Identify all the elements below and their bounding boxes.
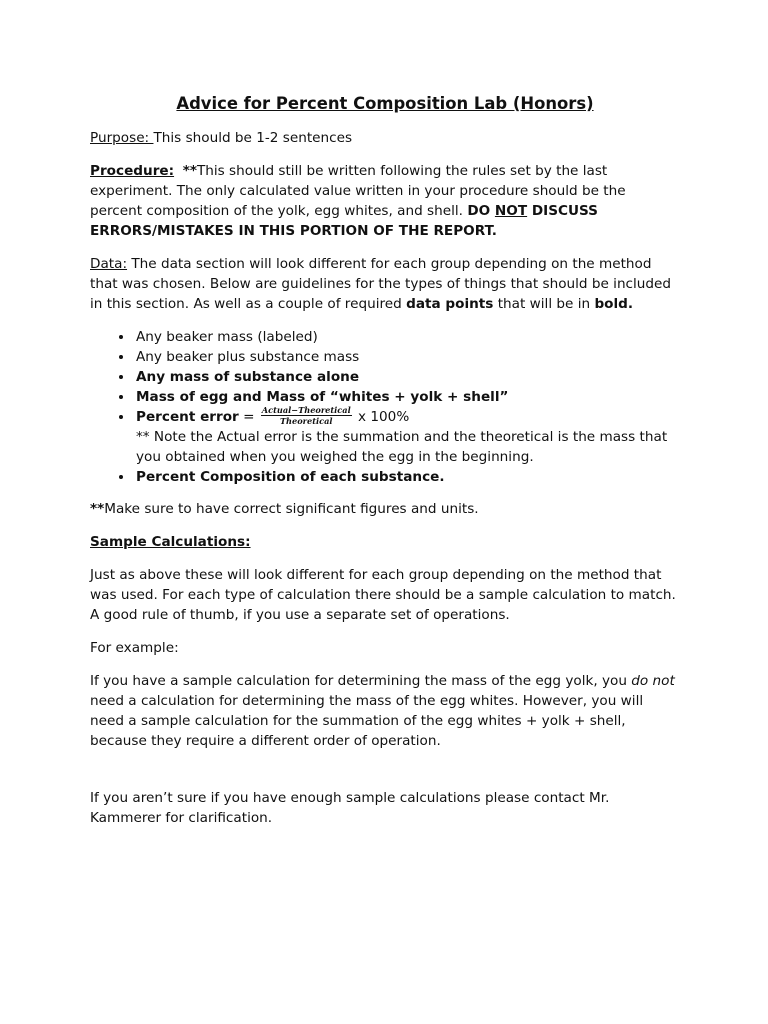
procedure-label: Procedure:: [90, 163, 175, 179]
document-title: Advice for Percent Composition Lab (Honors): [176, 94, 594, 113]
sample-paragraph-4: If you aren’t sure if you have enough sample calculations please contact Mr. Kammerer for clarification.: [90, 790, 610, 826]
percent-error-equals: =: [238, 409, 259, 425]
list-item: • Mass of egg and Mass of “whites + yolk + shell”: [134, 387, 680, 407]
sample-p3-pre: If you have a sample calculation for determining the mass of the egg yolk, you: [90, 673, 632, 689]
list-item: • Any mass of substance alone: [134, 367, 680, 387]
data-paragraph: [90, 254, 680, 314]
sample-p3-post: need a calculation for determining the mass of the egg whites. However, you will need a sample calculation for the summation of the egg whites + yolk + shell, because they require a different order of operation.: [90, 693, 644, 749]
procedure-stars: **: [182, 163, 197, 179]
list-item: • Any beaker mass (labeled): [134, 327, 680, 347]
list-item-percent-error: [134, 404, 680, 467]
fraction-numerator: Actual−Theoretical: [261, 404, 351, 415]
data-text: The data section will look different for each group depending on the method that was chosen. Below are guidelines for the types of things that should be included in this section. As well as a couple of required: [90, 256, 672, 312]
sigfigs-text: Make sure to have correct significant figures and units.: [104, 501, 479, 517]
purpose-text: This should be 1-2 sentences: [153, 130, 353, 146]
percent-error-label: Percent error: [136, 409, 239, 425]
spacer: [90, 764, 680, 788]
list-item: • Percent Composition of each substance.: [134, 467, 680, 487]
sample-paragraph-2: For example:: [90, 640, 179, 656]
data-text-2: that will be in: [493, 296, 595, 312]
sample-paragraph-3: [90, 671, 680, 751]
procedure-text: This should still be written following the rules set by the last experiment. The only calculated value written in your procedure should be the percent composition of the yolk, egg whites, and shell.: [90, 163, 626, 219]
fraction-denominator: Theoretical: [279, 415, 333, 426]
list-item: • Any beaker plus substance mass: [134, 347, 680, 367]
procedure-warning-not: NOT: [494, 203, 528, 219]
percent-error-tail: x 100%: [353, 409, 410, 425]
percent-error-fraction: [261, 405, 352, 426]
purpose-paragraph: [90, 128, 680, 148]
data-guidelines-list: [90, 327, 680, 487]
procedure-warning-post: DISCUSS ERRORS/MISTAKES IN THIS PORTION OF THE REPORT.: [90, 203, 598, 239]
data-label: Data:: [90, 256, 128, 272]
sigfigs-stars: **: [90, 501, 105, 517]
document-page: [90, 93, 680, 841]
data-bold-word: bold.: [594, 296, 634, 312]
sample-paragraph-1: Just as above these will look different for each group depending on the method that was used. For each type of calculation there should be a sample calculation to match. A good rule of thumb, if you use a separate set of operations.: [90, 567, 676, 623]
sample-p3-emphasis: do not: [631, 673, 675, 689]
procedure-paragraph: [90, 161, 680, 241]
purpose-label: Purpose:: [90, 130, 154, 146]
percent-error-note: ** Note the Actual error is the summation and the theoretical is the mass that you obtained when you weighed the egg in the beginning.: [136, 429, 668, 465]
procedure-warning-pre: DO: [467, 203, 495, 219]
sigfigs-paragraph: [90, 499, 680, 519]
sample-calculations-heading: Sample Calculations:: [90, 534, 251, 550]
data-bold-points: data points: [406, 296, 494, 312]
